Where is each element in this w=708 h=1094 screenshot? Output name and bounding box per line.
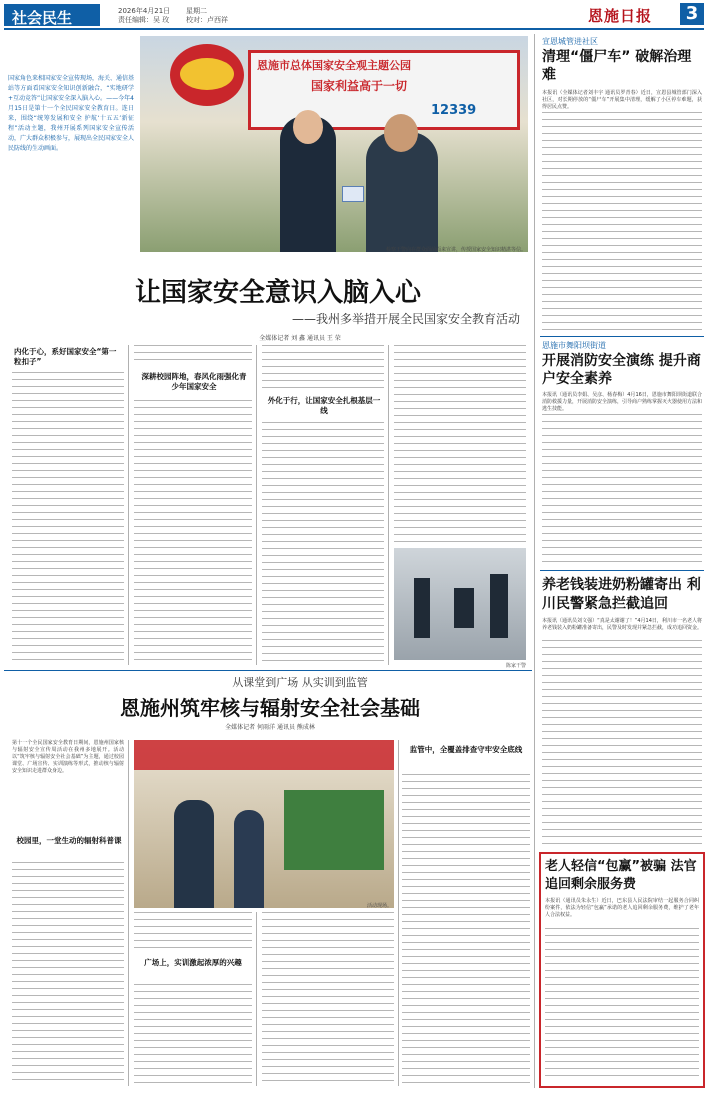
drill-photo-caption: 陈家干警 [505,663,526,669]
bottom-sub1: 校园里，一堂生动的辐射科普课 [16,836,122,845]
col-divider [128,740,129,1086]
sign-right: 国家利益高于一切 [311,79,408,93]
bottom-byline: 全媒体记者 何雨洋 通讯员 熊成林 [225,724,315,731]
article-rule [540,570,704,571]
lead-sub3: 外化于行，让国家安全扎根基层一线 [267,396,381,415]
lead-byline: 全媒体记者 刘 鑫 通讯员 王 荣 [259,335,341,342]
lead-sub2: 深耕校园阵地，春风化雨强化青少年国家安全 [141,372,247,391]
lead-intro: 国家角色来相国家安全宣传现场，海关、通信基站等方面看国家安全知识创新融合，“实地研学+互动竞答”让国家安全深入脑入心。——今年4月15日是第十一个全民国家安全教育日。连日来，围绕“统筹发展和安全 护航‘十五五’新征程”活动主题，我州开展系列国家安全宣传活动，广大群众积极参与，展现出全民国家安全人民防线的生动画面。 [8,75,135,152]
lead-sub1: 内化于心，系好国家安全“第一粒扣子” [14,347,117,366]
lead-photo [140,36,528,252]
col-divider [128,345,129,665]
lead-col1-text [12,372,124,666]
bottom-col3-text [262,912,394,1086]
a4-text: 本报讯（通讯员朱永生）近日，巴东县人民法院审结一起服务合同纠纷案件，依法为轻信“包赢”承诺的老人追回剩余服务费，维护了老年人合法权益。 [545,898,699,918]
a1-col-text [542,112,702,330]
bottom-photo [134,740,394,908]
person [174,800,214,908]
right-divider [534,34,535,1088]
a2-kicker: 恩施市舞阳坝街道 [542,341,606,350]
col-divider [256,912,257,1086]
bottom-col1-text [12,862,124,1086]
col-divider [398,740,399,1086]
bottom-headline: 恩施州筑牢核与辐射安全社会基础 [120,696,420,720]
sign-main: 恩施市总体国家安全观主题公园 [257,59,411,72]
bottom-kicker: 从课堂到广场 从实训到监管 [232,676,368,689]
header-rule [4,28,704,30]
figure [490,574,508,638]
person-right-face [384,114,418,152]
bottom-sub3: 监管中，全覆盖排查守牢安全底线 [409,745,523,754]
page-number: 3 [680,3,704,25]
a1-kicker: 宣恩城管进社区 [542,37,598,46]
lead-col3-top [262,345,384,391]
a2-headline: 开展消防安全演练 提升商户安全素养 [542,353,701,387]
lead-subtitle: ——我州多举措开展全民国家安全教育活动 [291,312,520,326]
editor-credit: 责任编辑：吴 玫 [118,16,170,24]
a3-headline: 养老钱装进奶粉罐寄出 利川民警紧急拦截追回 [542,577,701,612]
bottom-photo-caption: 活动现场。 [366,903,392,909]
issue-date: 2026年4月21日 [118,7,171,15]
issue-weekday: 星期二 [186,7,207,15]
lead-headline: 让国家安全意识入脑入心 [134,278,421,308]
lead-col2-top [134,345,252,365]
banner [134,740,394,770]
lead-col3-text [262,422,384,666]
lead-photo-caption: 检察干警向在群众面前面来宣讲，传授国家安全知识精湛等信。 [385,247,526,253]
newspaper-logo: 恩施日报 [588,7,653,25]
col-divider [256,345,257,665]
highlight-box [539,852,705,1088]
bottom-col2-text [134,984,252,1086]
bottom-sub2: 广场上，实训激起浓厚的兴趣 [144,958,242,967]
figure [414,578,430,638]
a1-headline: 清理“僵尸车” 破解治理难 [542,49,692,83]
proof-credit: 校对：卢西祥 [186,16,228,24]
bottom-col2-top [134,912,252,954]
sign-hotline: 12339 [431,103,477,118]
lead-col4-text [394,345,526,545]
a1-text: 本报讯（全媒体记者刘丰宇 通讯员罗青春）近日，宣恩县城管部门深入社区，对长期停放的“僵尸车”开展集中清理，缓解了小区停车难题，获得居民点赞。 [542,90,702,110]
section-tab [4,4,100,26]
bottom-intro: 第十一个全民国家安全教育日期间，恩施州国家核与辐射安全宣传周活动在我州多地展开。活动以“筑牢核与辐射安全社会基础”为主题，通过校园课堂、广场宣传、实训演练等形式，推动核与辐射安全知识走进群众身边。 [12,740,124,774]
col-divider [388,345,389,665]
section-title: 社会民生 [12,9,73,27]
article-rule [540,336,704,337]
bottom-col4-text [402,774,530,1086]
a2-text: 本报讯（通讯员李娟、吴彦、杨春梅）4月16日，恩施市舞阳坝街道联合消防救援力量，开展消防安全演练，引导商户熟练掌握灭火器使用方法和逃生技能。 [542,392,703,412]
a2-col-text [542,414,702,564]
section-rule [4,670,532,671]
drill-photo [394,548,526,660]
monument-sign [248,50,520,130]
a4-col-text [545,928,699,1082]
a3-col-text [542,640,702,846]
display-board [284,790,384,870]
a4-headline: 老人轻信“包赢”被骗 法官追回剩余服务费 [545,859,697,892]
figure [454,588,474,628]
a3-text: 本报讯（通讯员刘文强）“真是太谢谢了！”4月14日，利川市一名老人将养老钱装入奶粉罐准备寄出，民警及时发现并紧急拦截，成功追回资金。 [542,618,703,631]
brochure [342,186,364,202]
lead-col2-text [134,400,252,666]
person [234,810,264,908]
person-left-face [293,110,323,144]
emblem-inner-icon [180,58,234,90]
